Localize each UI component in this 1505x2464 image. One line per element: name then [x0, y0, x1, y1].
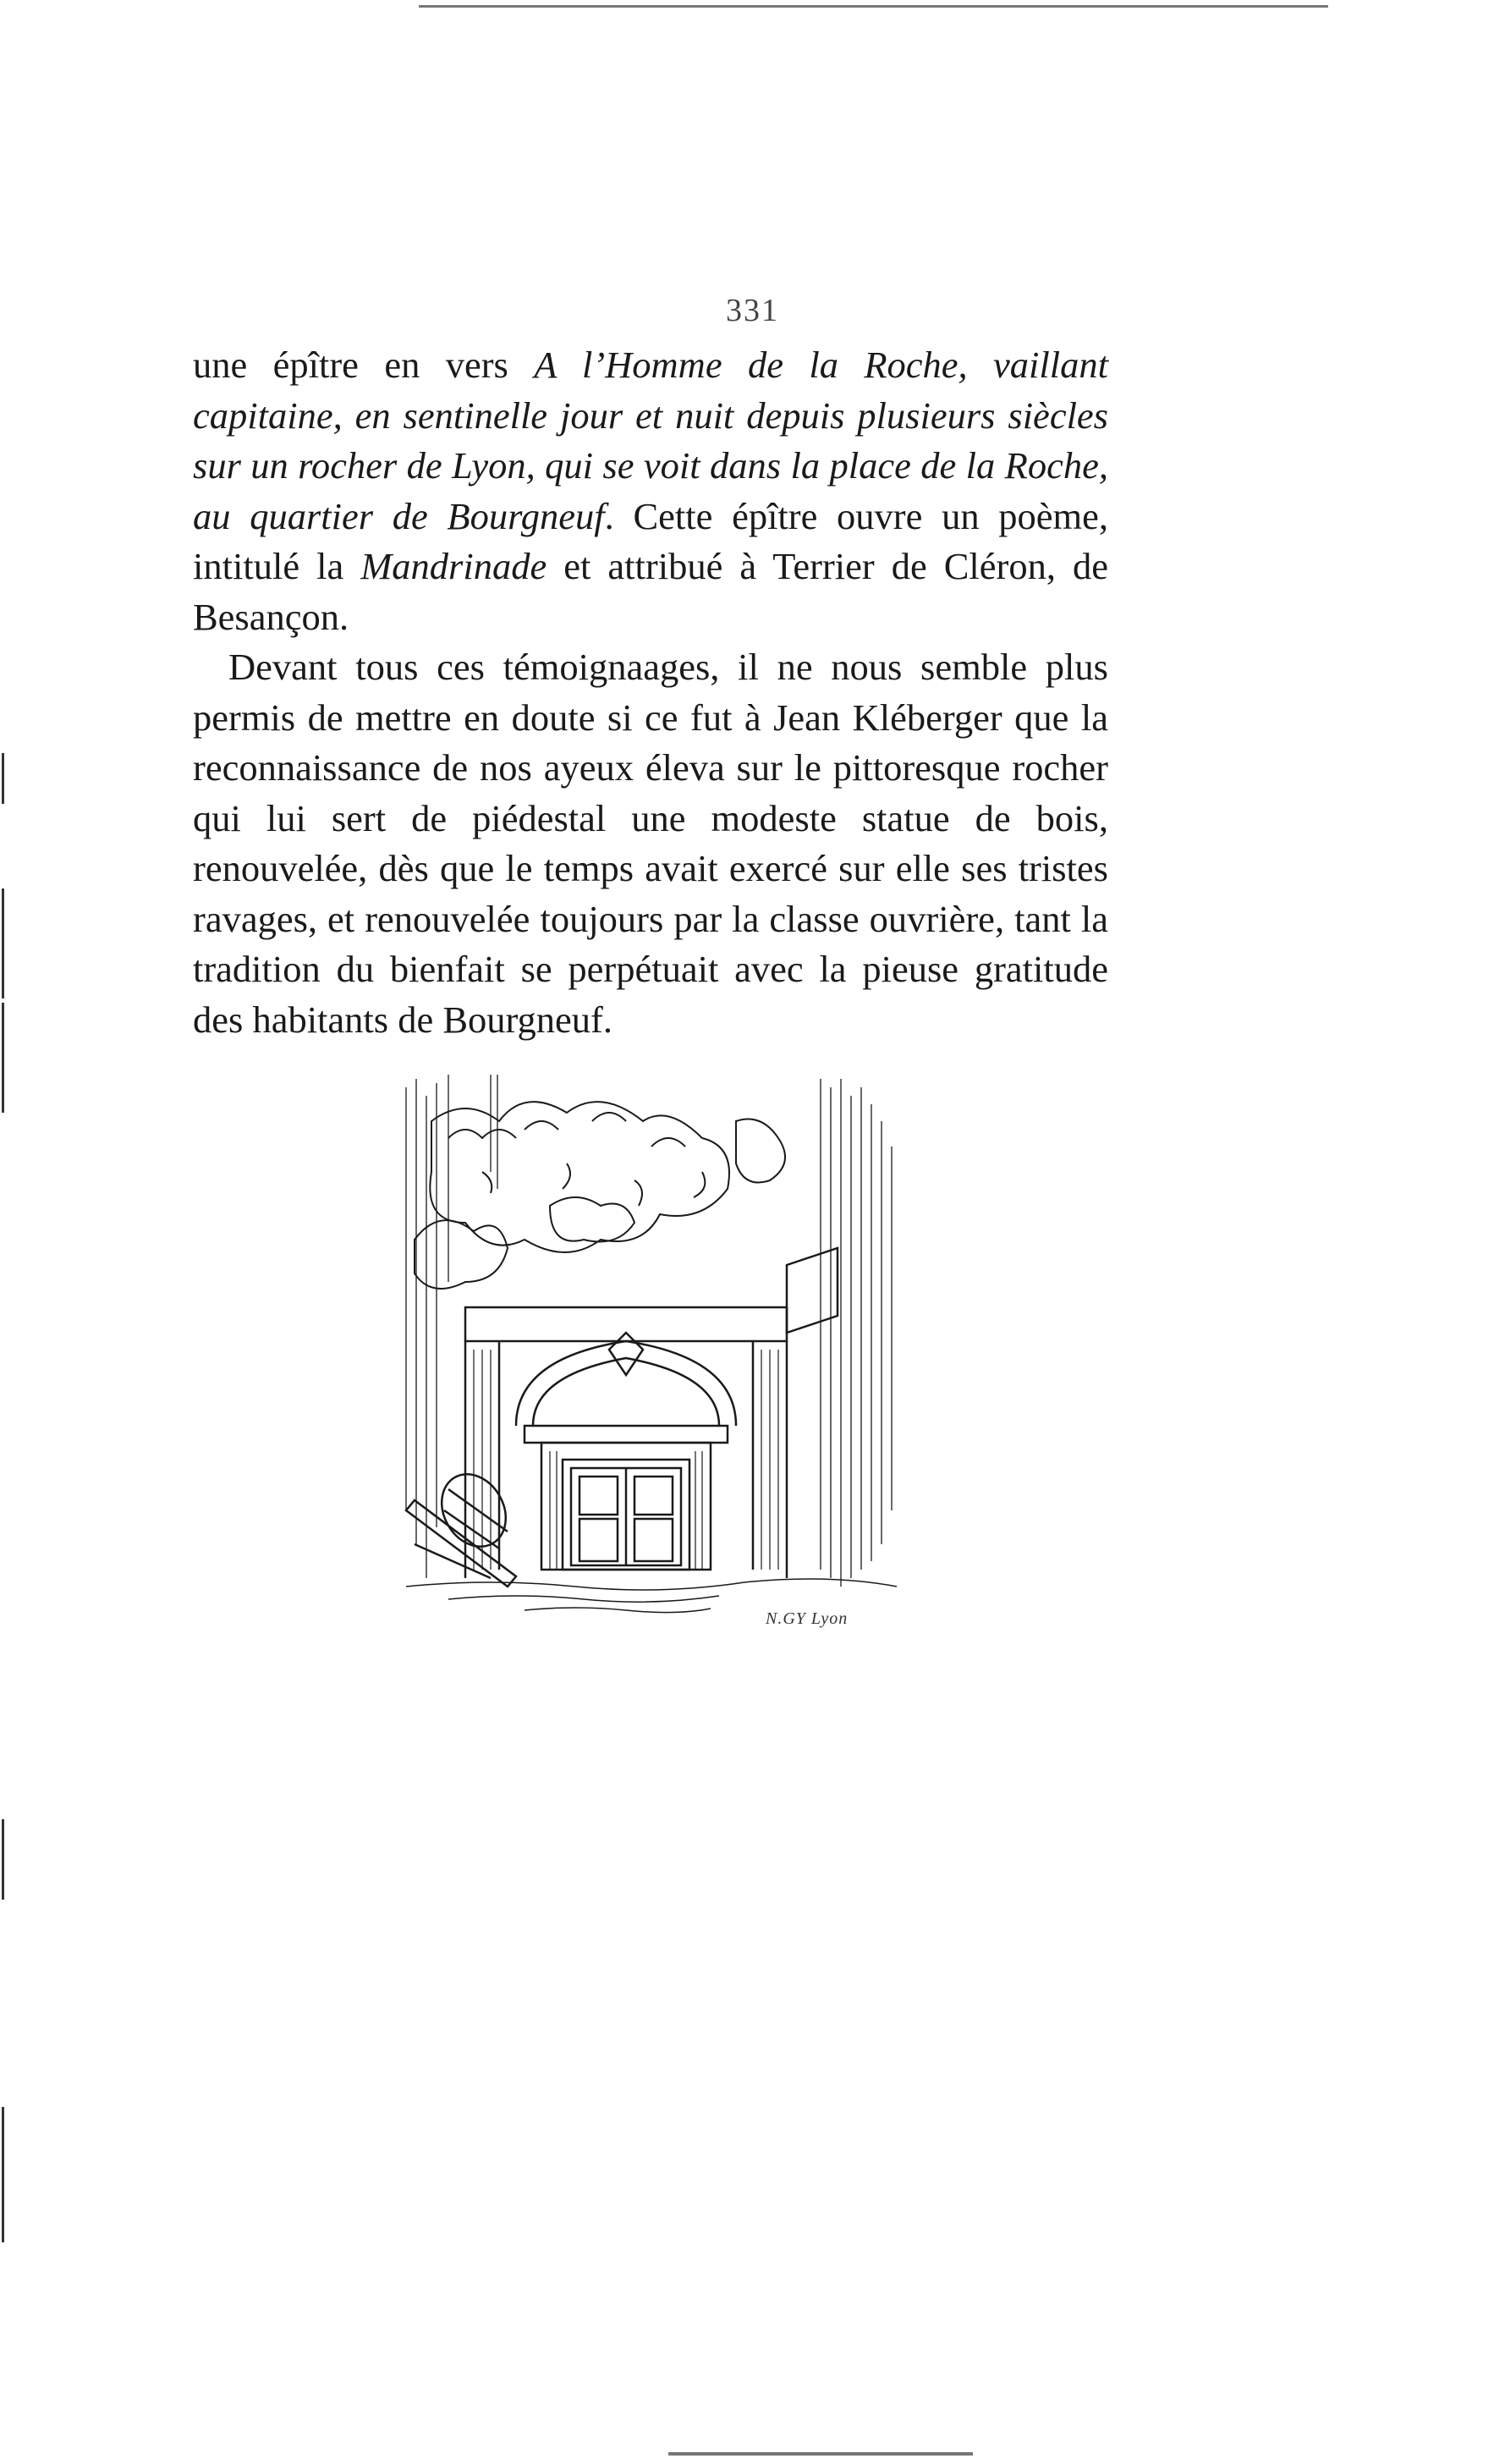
gothic-doorway: [516, 1333, 736, 1570]
engraver-signature: N.GY Lyon: [766, 1609, 849, 1628]
paragraph-2: Devant tous ces témoignaages, il ne nous semble plus permis de mettre en doute si ce fut à Jean Kléberger que la reconnaissance de nos ayeux éleva sur le pittoresque rocher qui lui sert de piédestal une modeste statue de bois, renouvelée, dès que le temps avait exercé sur elle ses tristes ravages, et renouvelée toujours par la classe ouvrière, tant la tradition du bienfait se perpétuait avec la pieuse gratitude des habitants de Bourgneuf.: [193, 646, 1108, 1041]
vine-foliage: [415, 1102, 785, 1289]
quoted-title: A l’Homme de la Roche, vaillant capitaine, en sentinelle jour et nuit depuis plusieurs siècles sur un rocher de Lyon, qui se voit dans la place de la Roche, au quartier de Bourgneuf: [193, 344, 1108, 537]
building-facade: [465, 1248, 838, 1578]
engraving-illustration: [398, 1070, 905, 1620]
left-edge-mark: [2, 888, 4, 998]
paragraph-1-text: une épître en vers: [193, 344, 535, 386]
bottom-border-line: [668, 2452, 973, 2456]
barrel-and-planks: [406, 1463, 519, 1587]
left-edge-mark: [2, 2107, 4, 2242]
left-edge-mark: [2, 1819, 4, 1900]
paragraph-1-text: . Cette épître ouvre un poème, intitulé la: [193, 494, 1108, 587]
left-edge-mark: [2, 1003, 4, 1113]
ground: [406, 1579, 897, 1613]
poem-title: Mandrinade: [360, 545, 547, 587]
top-border-line: [419, 5, 1328, 8]
body-text: [193, 340, 1108, 1045]
paragraph-1: [193, 340, 1108, 642]
page-number: 331: [726, 293, 779, 328]
paragraph-1-text: et attribué à Terrier de Cléron, de Besançon.: [193, 545, 1108, 638]
left-edge-mark: [2, 753, 4, 804]
